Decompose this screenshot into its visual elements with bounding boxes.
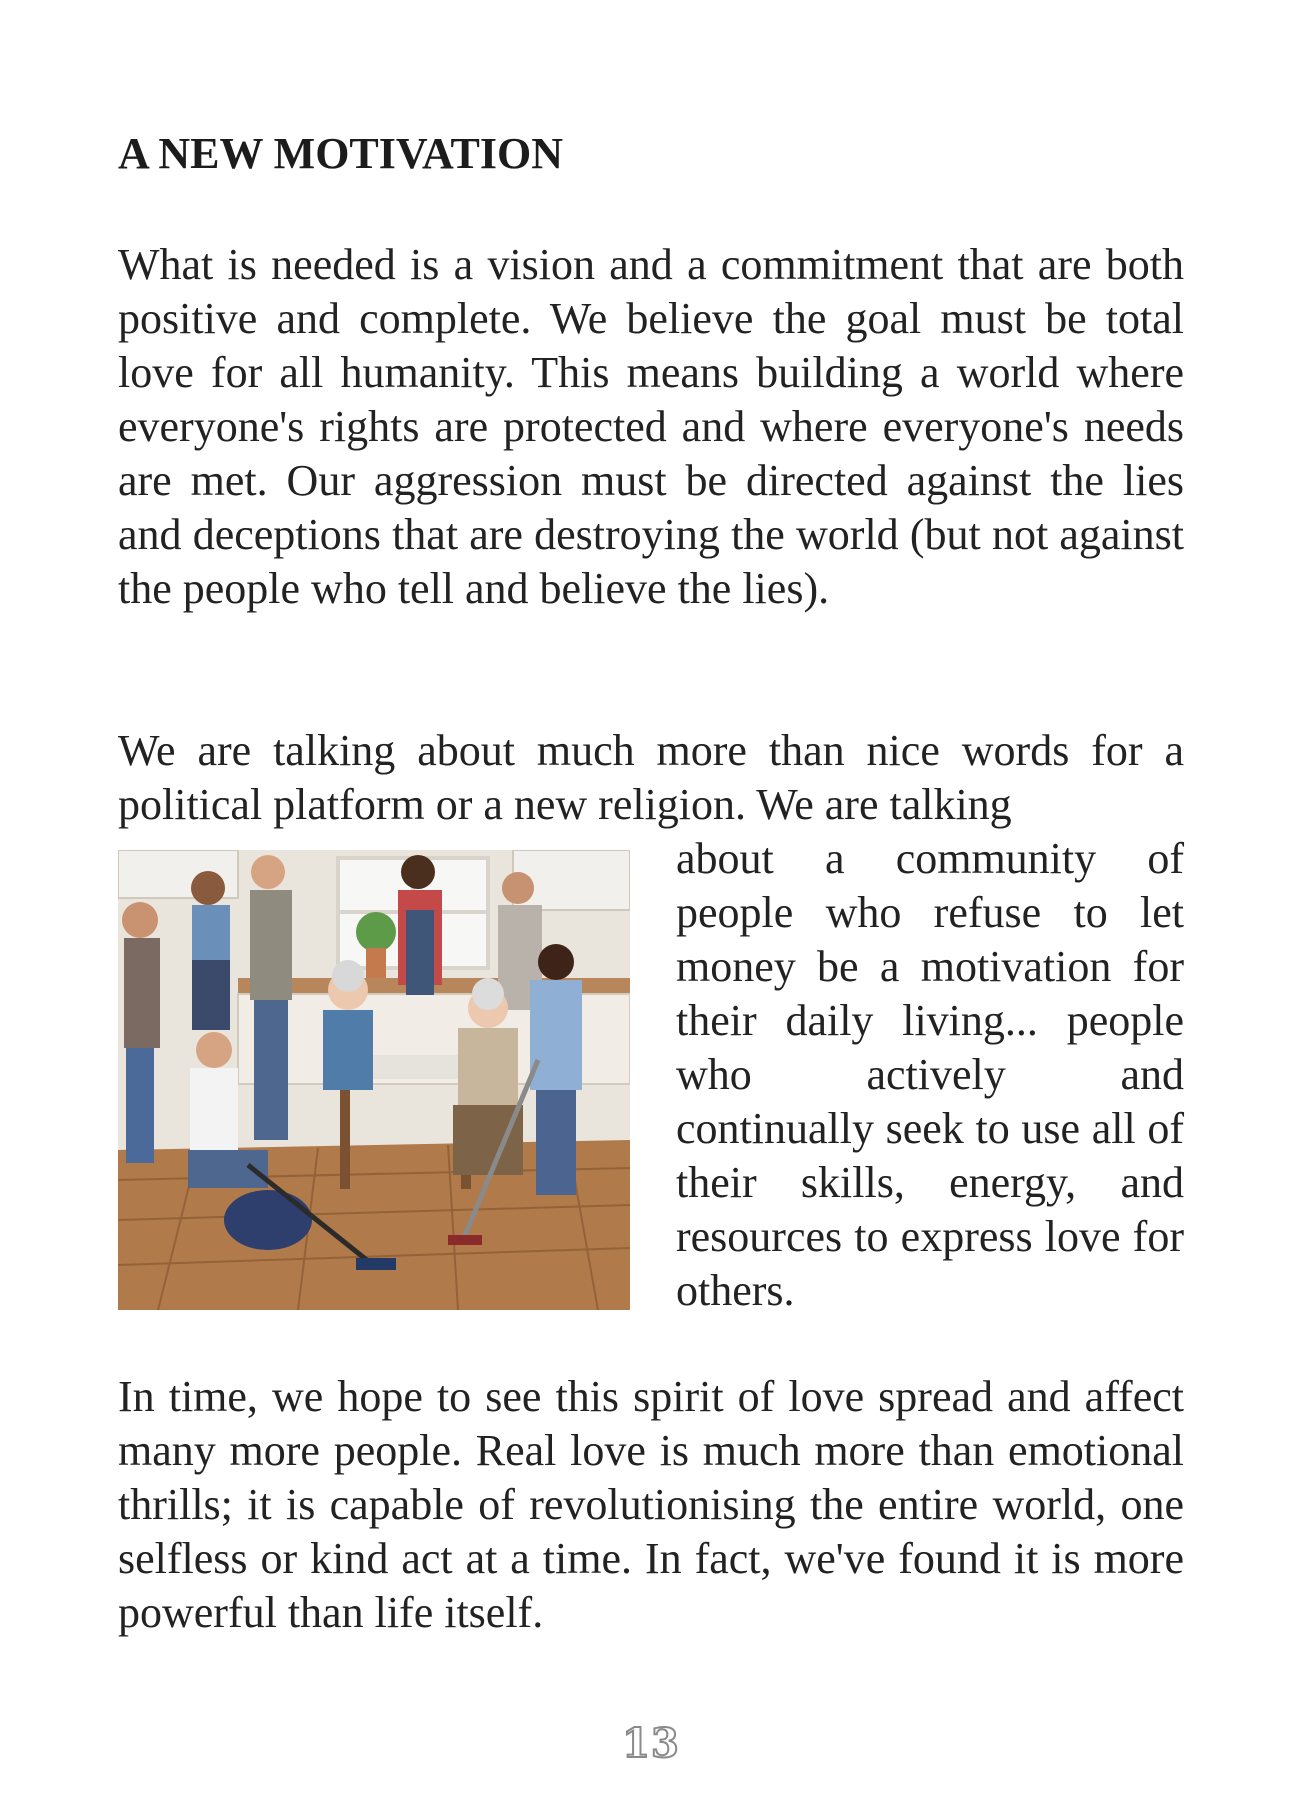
document-page [118, 0, 1184, 1818]
paragraph-vision: What is needed is a vision and a commitment that are both positive and complete. We believe the goal must be total love for all humanity. This means building a world where everyone's rights are protected and where everyone's needs are met. Our aggression must be directed against the lies and deceptions that are destroying the world (but not against the people who tell and believe the lies). [118, 240, 1184, 613]
community-illustration [118, 850, 630, 1310]
image-text-wrap [118, 832, 1184, 1322]
section-heading: A NEW MOTIVATION [118, 129, 563, 178]
paragraph-community-body: about a community of people who refuse to let money be a motivation for their daily living... people who actively and continually seek to use all of their skills, energy, and resources to express love for others. [676, 834, 1184, 1315]
paragraph-spirit-of-love: In time, we hope to see this spirit of love spread and affect many more people. Real love is much more than emotional thrills; it is capable of revolutionising the entire world, one selfless or kind act at a time. In fact, we've found it is more powerful than life itself. [118, 1372, 1184, 1637]
page-number: 13 [622, 1720, 680, 1767]
paragraph-community-intro: We are talking about much more than nice words for a political platform or a new religion. We are talking [118, 726, 1184, 829]
